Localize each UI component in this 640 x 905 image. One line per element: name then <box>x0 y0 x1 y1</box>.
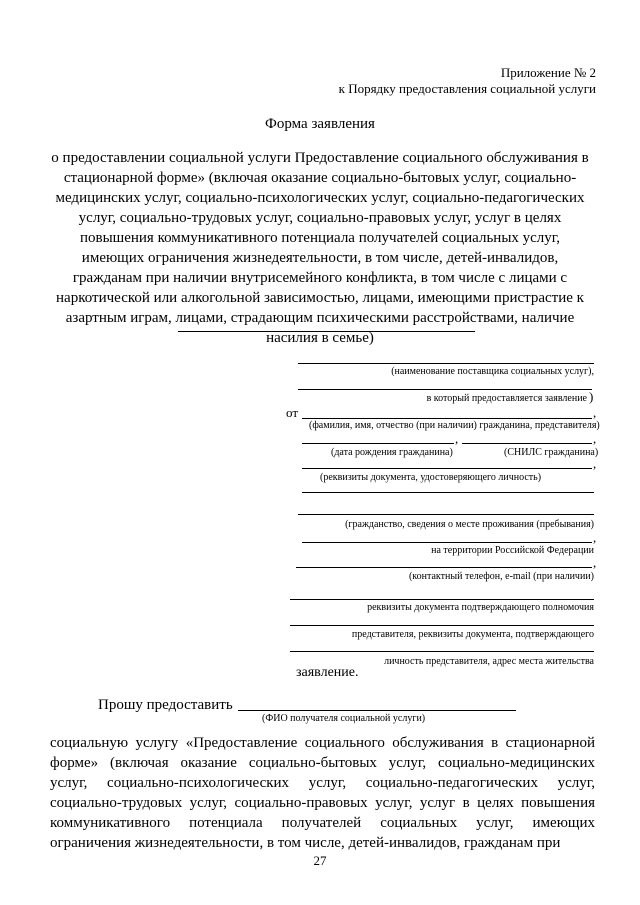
statement-word: заявление. <box>296 665 359 680</box>
provider-name-line[interactable] <box>298 363 594 364</box>
form-title: Форма заявления <box>265 116 375 132</box>
authority-line-2[interactable] <box>290 625 594 626</box>
contact-caption: (контактный телефон, e-mail (при наличии) <box>408 571 594 582</box>
territory-comma: , <box>593 530 597 545</box>
id-document-line[interactable] <box>302 468 592 469</box>
snils-comma: , <box>593 431 597 446</box>
intro-underline <box>178 331 475 332</box>
page-number: 27 <box>313 853 327 868</box>
birthdate-line[interactable] <box>302 443 454 444</box>
citizenship-caption: (гражданство, сведения о месте проживания (пребывания) <box>345 519 594 530</box>
provider-caption: (наименование поставщика социальных услуг), <box>391 366 594 377</box>
authority-line-3[interactable] <box>290 651 594 652</box>
addressee-caption: в который предоставляется заявление <box>426 393 587 404</box>
authority-line-1[interactable] <box>290 599 594 600</box>
authority-caption-3: личность представителя, адрес места жительства <box>384 656 594 667</box>
appendix-number: Приложение № 2 <box>500 65 596 80</box>
contact-comma: , <box>593 555 597 570</box>
snils-line[interactable] <box>462 443 592 444</box>
territory-line[interactable] <box>302 542 592 543</box>
addressee-paren: ) <box>589 389 594 404</box>
territory-caption: на территории Российской Федерации <box>431 545 594 556</box>
from-label: от <box>286 405 299 420</box>
addressee-line[interactable] <box>298 389 592 390</box>
intro-paragraph: о предоставлении социальной услуги Предоставление социального обслуживания в стационарной форме» (включая оказание социально-бытовых услуг, социально-медицинских услуг, социально-психологических услуг, социально-педагогических услуг, социально-трудовых услуг, социально-правовых услуг, услуг в целях повышения коммуникативного потенциала получателей социальных услуг, имеющих ограничения жизнедеятельности, в том числе, детей-инвалидов, гражданам при наличии внутрисемейного конфликта, в том числе с лицами с наркотической или алкогольной зависимостью, лицами, имеющими пристрастие к азартным играм, лицами, страдающим психическими расстройствами, наличие насилия в семье) <box>51 150 589 346</box>
birthdate-caption: (дата рождения гражданина) <box>331 447 453 458</box>
fio-comma: , <box>593 405 597 420</box>
service-description-paragraph: социальную услугу «Предоставление социального обслуживания в стационарной форме» (включая оказание социально-бытовых услуг, социально-медицинских услуг, социально-психологических услуг, социально-педагогических услуг, социально-трудовых услуг, социально-правовых услуг, услуг в целях повышения коммуникативного потенциала получателей социальных услуг, имеющих ограничения жизнедеятельности, в том числе, детей-инвалидов, гражданам при <box>50 735 595 851</box>
birthdate-comma: , <box>455 431 459 446</box>
recipient-fio-line[interactable] <box>238 710 516 711</box>
citizenship-line[interactable] <box>298 514 594 515</box>
contact-line[interactable] <box>296 567 592 568</box>
fio-line[interactable] <box>302 418 592 419</box>
recipient-fio-caption: (ФИО получателя социальной услуги) <box>262 713 426 724</box>
snils-caption: (СНИЛС гражданина) <box>504 447 599 458</box>
request-label: Прошу предоставить <box>98 697 233 713</box>
fio-caption: (фамилия, имя, отчество (при наличии) гражданина, представителя) <box>309 420 600 431</box>
appendix-order-reference: к Порядку предоставления социальной услуги <box>338 81 596 96</box>
authority-caption-2: представителя, реквизиты документа, подтверждающего <box>351 629 594 640</box>
id-document-line-2[interactable] <box>302 492 594 493</box>
id-document-caption: (реквизиты документа, удостоверяющего личность) <box>320 472 542 483</box>
id-document-comma: , <box>593 456 597 471</box>
authority-caption-1: реквизиты документа подтверждающего полномочия <box>367 602 594 613</box>
